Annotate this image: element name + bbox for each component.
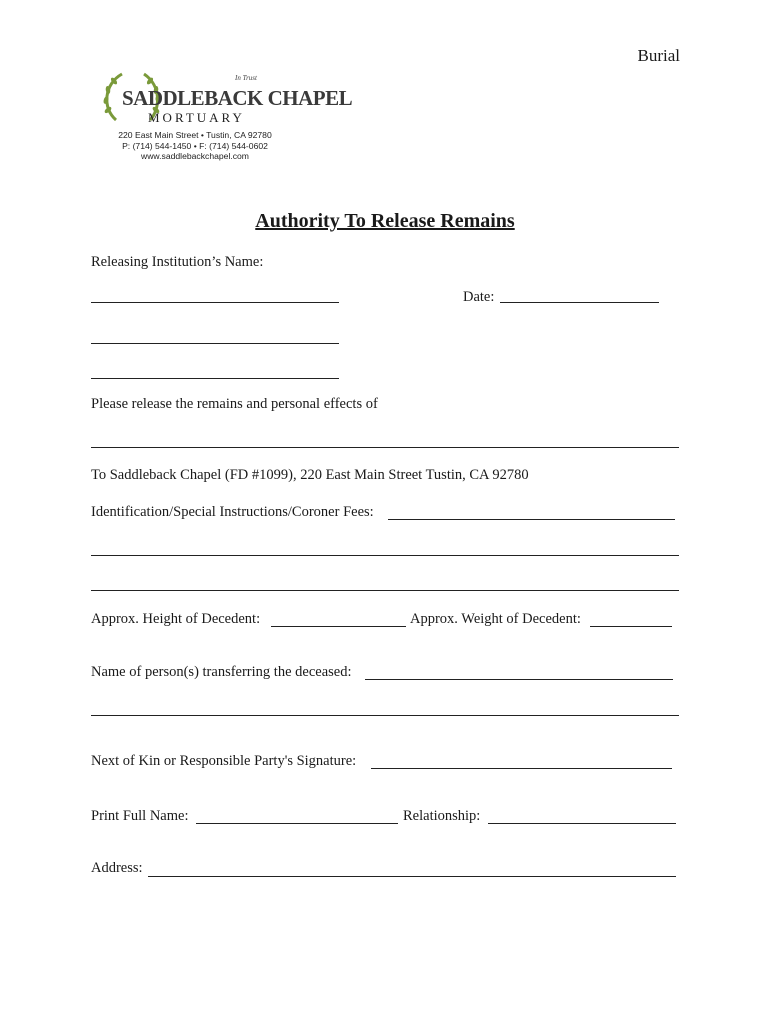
identification-line-3[interactable] (91, 590, 679, 591)
address-label: Address: (91, 860, 143, 876)
print-name-line[interactable] (196, 823, 398, 824)
releasing-institution-line-1[interactable] (91, 302, 339, 303)
print-name-label: Print Full Name: (91, 808, 189, 824)
releasing-institution-line-2[interactable] (91, 343, 339, 344)
transfer-line-2[interactable] (91, 715, 679, 716)
signature-line[interactable] (371, 768, 672, 769)
relationship-label: Relationship: (403, 808, 481, 824)
document-type-label: Burial (637, 46, 680, 65)
releasing-institution-label: Releasing Institution’s Name: (91, 254, 264, 270)
address-line[interactable] (148, 876, 676, 877)
release-statement: Please release the remains and personal effects of (91, 396, 378, 412)
date-label: Date: (463, 289, 495, 305)
logo-subtitle: MORTUARY (148, 110, 245, 125)
identification-label: Identification/Special Instructions/Coroner Fees: (91, 504, 374, 520)
relationship-line[interactable] (488, 823, 676, 824)
releasing-institution-line-3[interactable] (91, 378, 339, 379)
transfer-label: Name of person(s) transferring the deceased: (91, 664, 352, 680)
weight-label: Approx. Weight of Decedent: (410, 611, 581, 627)
signature-label: Next of Kin or Responsible Party's Signature: (91, 753, 357, 769)
logo-name: SADDLEBACK CHAPEL (122, 86, 353, 110)
mortuary-contact-block (100, 130, 290, 162)
mortuary-phone: P: (714) 544-1450 • F: (714) 544-0602 (122, 140, 268, 151)
decedent-name-line[interactable] (91, 447, 679, 448)
mortuary-website: www.saddlebackchapel.com (141, 151, 249, 162)
height-label: Approx. Height of Decedent: (91, 611, 261, 627)
release-to-statement: To Saddleback Chapel (FD #1099), 220 East Main Street Tustin, CA 92780 (91, 467, 529, 483)
mortuary-address: 220 East Main Street • Tustin, CA 92780 (118, 130, 272, 140)
form-title: Authority To Release Remains (255, 210, 515, 232)
height-line[interactable] (271, 626, 406, 627)
date-line[interactable] (500, 302, 659, 303)
identification-line-2[interactable] (91, 555, 679, 556)
weight-line[interactable] (590, 626, 672, 627)
transfer-line-1[interactable] (365, 679, 673, 680)
identification-line-1[interactable] (388, 519, 675, 520)
logo-tagline: In Trust (235, 74, 257, 82)
